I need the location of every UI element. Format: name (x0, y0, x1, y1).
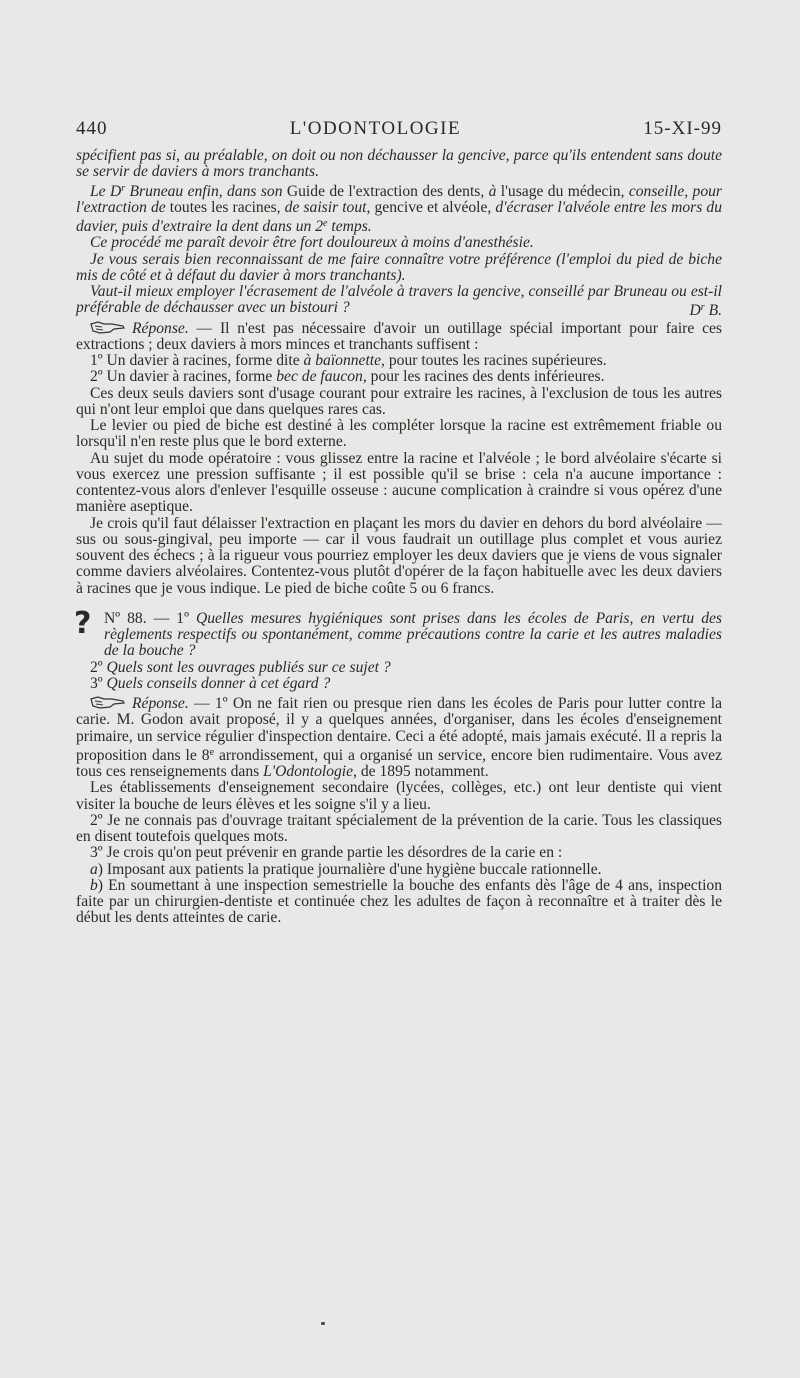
question-paragraph: Nº 88. — 1º Quelles mesures hygiéniques sont prises dans les écoles de Paris, en vertu des règlements respectifs ou spontanément, comme précautions contre la carie et les autres maladies de la bouche ? (104, 609, 722, 660)
running-header (76, 118, 722, 148)
letter-paragraph: Vaut-il mieux employer l'écrasement de l'alvéole à travers la gencive, conseillé par Bruneau ou est-il préférable de déchausser avec un bistouri ? $D^r$ B. (76, 283, 722, 320)
page-mark (321, 1322, 325, 1325)
answer-paragraph: 2º Je ne connais pas d'ouvrage traitant spécialement de la prévention de la carie. Tous les classiques en disent toutefois quelques mots. (76, 811, 722, 845)
letter-paragraph: Ce procédé me paraît devoir être fort douloureux à moins d'anesthésie. (90, 234, 534, 252)
answer-paragraph: Ces deux seuls daviers sont d'usage courant pour extraire les racines, à l'exclusion de tous les autres qui n'ont leur emploi que dans quelques rares cas. (76, 384, 722, 418)
page-number: 440 (76, 118, 108, 139)
question-mark-icon: ? (74, 605, 92, 641)
answer-list-item: 1º Un davier à racines, forme dite à baïonnette, pour toutes les racines supérieures. (90, 352, 607, 369)
pointing-hand-icon (90, 321, 126, 334)
answer-paragraph: Réponse. — 1º On ne fait rien ou presque rien dans les écoles de Paris pour lutter contre la carie. M. Godon avait proposé, il y a quelques années, d'organiser, dans les écoles d'enseignement primaire, un service régulier d'inspection dentaire. Ceci a été adopté, mais jamais exécuté. Il a repris la proposition dans le 8e arrondissement, qui a organisé un service, encore bien rudimentaire. Vous avez tous ces renseignements dans L'Odontologie, de 1895 notamment. (76, 695, 722, 780)
answer-list-item: b) En soumettant à une inspection semestrielle la bouche des enfants dès l'âge de 4 ans, inspection faite par un chirurgien-dentiste et continuée chez les adultes de façon à reconnaître et à traiter dès le début les dents atteintes de carie. (76, 876, 722, 927)
letter-paragraph: Je vous serais bien reconnaissant de me faire connaître votre préférence (l'emploi du pied de biche mis de côté et à défaut du davier à mors tranchants). (76, 250, 722, 284)
letter-paragraph: Le $D^r$ Bruneau enfin, dans son Guide de l'extraction des dents, à l'usage du médecin, conseille, pour l'extraction de toutes les racines, de saisir tout, gencive et alvéole, d'écraser l'alvéole entre les mors du davier, puis d'extraire la dent dans un 2e temps. (76, 182, 722, 235)
answer-list-item: a) Imposant aux patients la pratique journalière d'une hygiène buccale rationnelle. (90, 860, 602, 878)
answer-paragraph: Le levier ou pied de biche est destiné à les compléter lorsque la racine est extrêmement friable ou lorsqu'il n'en reste plus que le bord externe. (76, 417, 722, 451)
answer-paragraph: Au sujet du mode opératoire : vous glissez entre la racine et l'alvéole ; le bord alvéolaire s'écarte si vous exercez une pression suffisante ; il est possible qu'il se brise : cela n'a aucune importance : contentez-vous alors d'enlever l'esquille osseuse : aucune complication à craindre si vous opérez d'une manière aseptique. (76, 449, 722, 516)
signature: $D^r$ B. (689, 302, 722, 320)
issue-date: 15-XI-99 (643, 118, 722, 139)
question-item: 2º Quels sont les ouvrages publiés sur ce sujet ? (90, 658, 391, 676)
article-body (76, 148, 722, 927)
pointing-hand-icon (90, 696, 126, 709)
answer-paragraph: Les établissements d'enseignement secondaire (lycées, collèges, etc.) ont leur dentiste qui vient visiter la bouche de leurs élèves et les soigne s'il y a lieu. (76, 779, 722, 813)
answer-list-item: 2º Un davier à racines, forme bec de faucon, pour les racines des dents inférieures. (90, 368, 605, 386)
letter-paragraph: spécifient pas si, au préalable, on doit ou non déchausser la gencive, parce qu'ils entendent sans doute se servir de daviers à mors tranchants. (76, 147, 722, 181)
question-block (74, 605, 722, 660)
question-item: 3º Quels conseils donner à cet égard ? (90, 674, 331, 692)
answer-paragraph: Réponse. — Il n'est pas nécessaire d'avoir un outillage spécial important pour faire ces extractions ; deux daviers à mors minces et tranchants suffisent : (76, 319, 722, 353)
running-title: L'ODONTOLOGIE (289, 118, 462, 139)
page (76, 118, 722, 927)
answer-paragraph: Je crois qu'il faut délaisser l'extraction en plaçant les mors du davier en dehors du bord alvéolaire — sus ou sous-gingival, peu importe — car il vous faudrait un outillage plus complet et vous auriez souvent des échecs ; à la rigueur vous pourriez employer les deux daviers que je viens de vous signaler comme daviers alvéolaires. Contentez-vous plutôt d'opérer de la façon habituelle avec les deux daviers à racines que je vous indique. Le pied de biche coûte 5 ou 6 francs. (76, 514, 722, 597)
answer-paragraph: 3º Je crois qu'on peut prévenir en grande partie les désordres de la carie en : (90, 844, 563, 862)
